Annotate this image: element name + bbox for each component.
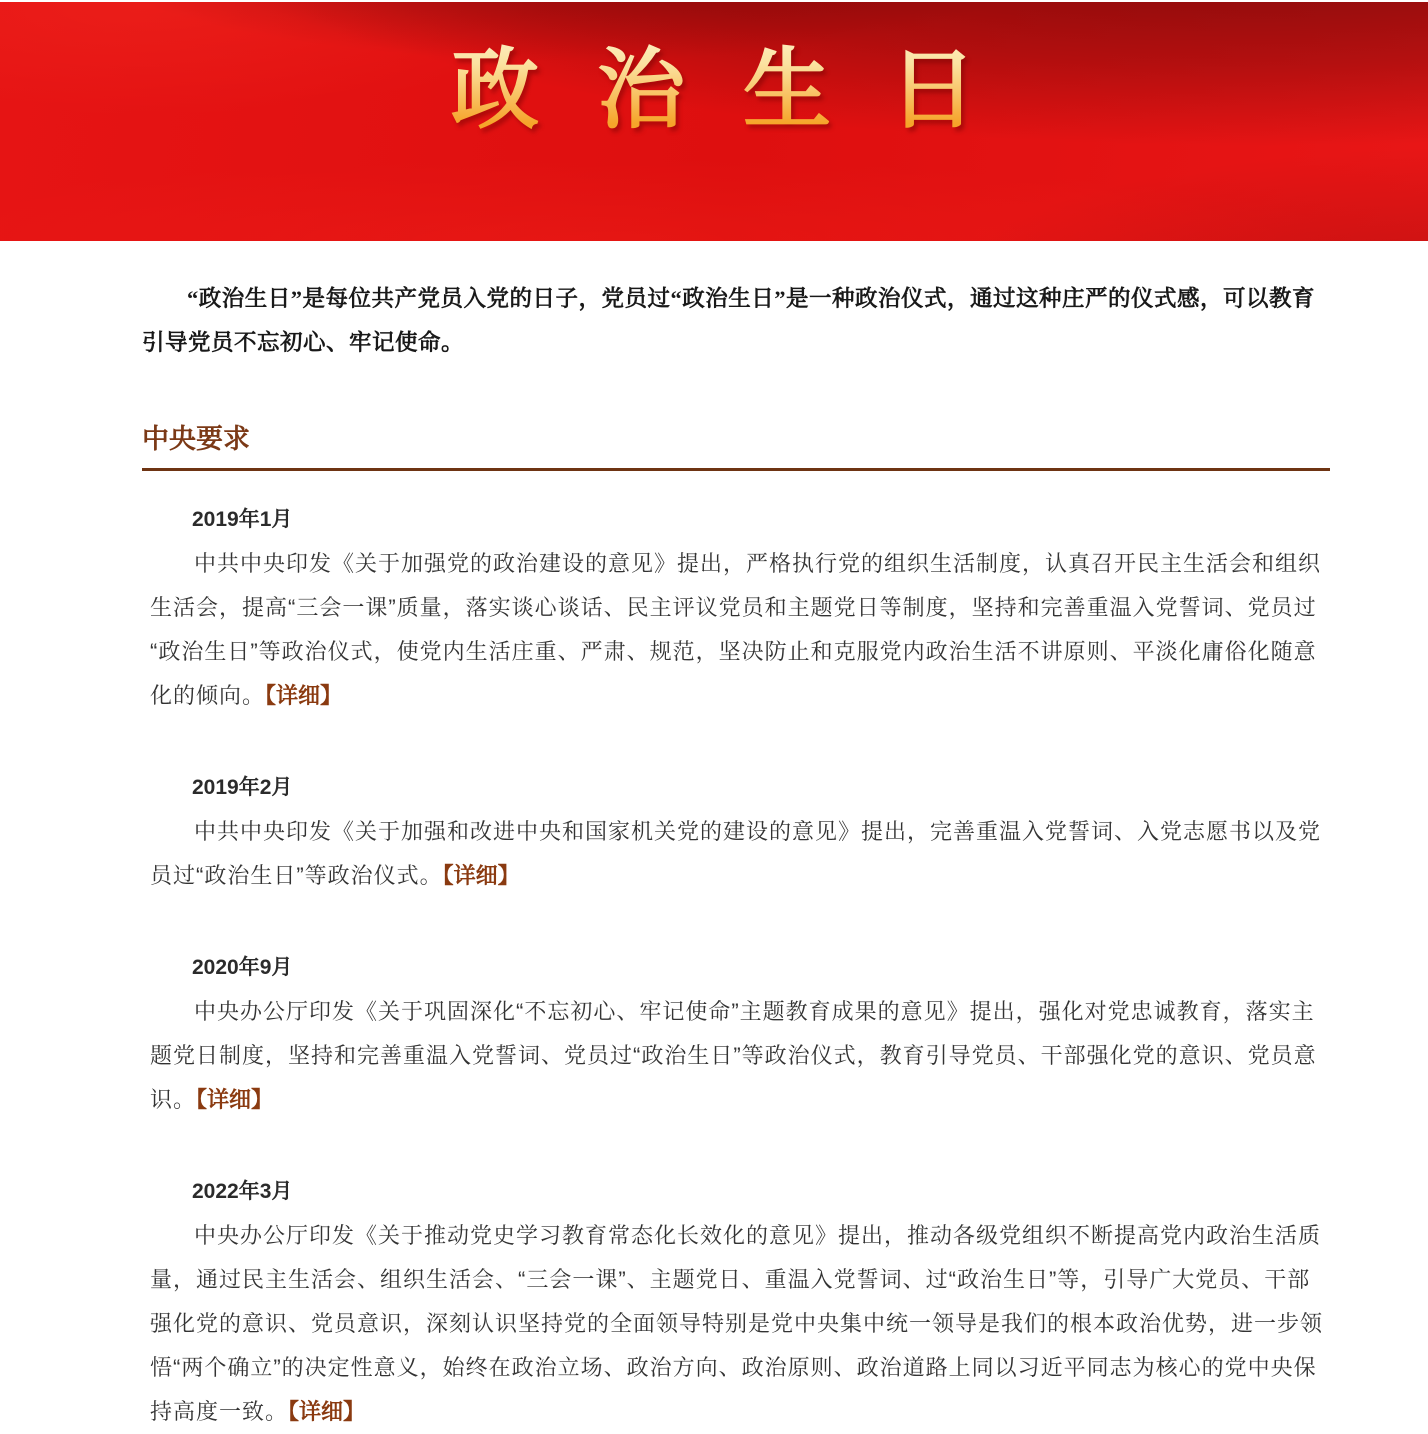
requirement-entry <box>142 1170 1330 1434</box>
detail-link[interactable]: 【详细】 <box>196 1087 274 1112</box>
page-title: 政治生日 <box>0 2 1428 140</box>
entry-paragraph <box>150 1214 1330 1434</box>
section-central-requirements <box>142 423 1330 1434</box>
entry-paragraph <box>150 810 1330 898</box>
entry-body: 中共中央印发《关于加强党的政治建设的意见》提出，严格执行党的组织生活制度，认真召开民主生活会和组织生活会，提高“三会一课”质量，落实谈心谈话、民主评议党员和主题党日等制度，坚持和完善重温入党誓词、党员过“政治生日”等政治仪式，使党内生活庄重、严肃、规范，坚决防止和克服党内政治生活不讲原则、平淡化庸俗化随意化的倾向。 <box>150 551 1322 708</box>
entry-date: 2020年9月 <box>192 956 293 979</box>
entry-body: 中共中央印发《关于加强和改进中央和国家机关党的建设的意见》提出，完善重温入党誓词、入党志愿书以及党员过“政治生日”等政治仪式。 <box>150 819 1322 888</box>
section-divider <box>142 468 1330 471</box>
entry-paragraph <box>150 542 1330 718</box>
entry-date: 2022年3月 <box>192 1180 293 1203</box>
requirement-entry <box>142 946 1330 1122</box>
entry-date: 2019年1月 <box>192 508 293 531</box>
entry-paragraph <box>150 990 1330 1122</box>
entry-body: 中央办公厅印发《关于巩固深化“不忘初心、牢记使命”主题教育成果的意见》提出，强化对党忠诚教育，落实主题党日制度，坚持和完善重温入党誓词、党员过“政治生日”等政治仪式，教育引导党员、干部强化党的意识、党员意识。 <box>150 999 1317 1112</box>
entry-date: 2019年2月 <box>192 776 293 799</box>
intro-paragraph: “政治生日”是每位共产党员入党的日子，党员过“政治生日”是一种政治仪式，通过这种庄严的仪式感，可以教育引导党员不忘初心、牢记使命。 <box>142 286 1316 355</box>
entry-body: 中央办公厅印发《关于推动党史学习教育常态化长效化的意见》提出，推动各级党组织不断提高党内政治生活质量，通过民主生活会、组织生活会、“三会一课”、主题党日、重温入党誓词、过“政治生日”等，引导广大党员、干部强化党的意识、党员意识，深刻认识坚持党的全面领导特别是党中央集中统一领导是我们的根本政治优势，进一步领悟“两个确立”的决定性意义，始终在政治立场、政治方向、政治原则、政治道路上同以习近平同志为核心的党中央保持高度一致。 <box>150 1223 1324 1424</box>
detail-link[interactable]: 【详细】 <box>442 863 520 888</box>
detail-link[interactable]: 【详细】 <box>288 1399 366 1424</box>
section-heading: 中央要求 <box>142 424 250 454</box>
page-content <box>0 277 1428 1434</box>
banner <box>0 2 1428 241</box>
requirement-entry <box>142 498 1330 718</box>
detail-link[interactable]: 【详细】 <box>265 683 343 708</box>
requirement-entry <box>142 766 1330 898</box>
